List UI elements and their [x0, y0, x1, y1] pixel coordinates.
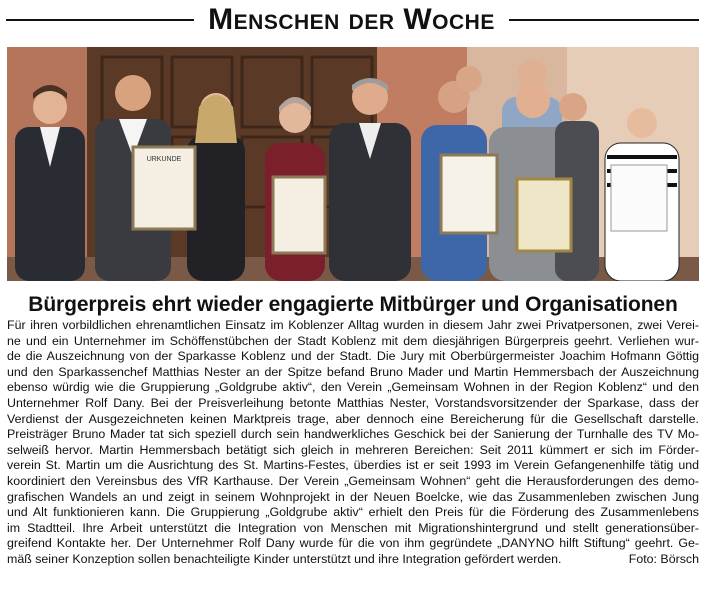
article-line: Unternehmer Rolf Dany. Bei der Preisverleihung betonte Matthias Nester, Vorstandsvorsitzender der Sparkase, dass der — [7, 395, 699, 410]
article-line: Preisträger Bruno Mader tat sich speziell durch sein handwerkliches Geschick bei der Sanierung der Turnhalle des TV Mo- — [7, 427, 699, 442]
group-photo — [7, 47, 699, 281]
article-last-line: mäß seiner Konzeption sollen benachteiligte Kinder unterstützt und ihre Integration gefördert werden. — [7, 551, 562, 566]
article-body — [7, 318, 699, 568]
article-last-line-row — [7, 552, 699, 568]
article-line: de die Auszeichnung von der Sparkasse Koblenz und der Stadt. Die Jury mit Oberbürgermeister Joachim Hofmann Göttig — [7, 349, 699, 364]
header-rule-left — [6, 19, 194, 21]
article-line: im Stadtteil. Ihre Arbeit unterstützt die Integration von Menschen mit Migrationshintergrund und stellt generationsüber- — [7, 520, 699, 535]
article-line: und den Sparkassenchef Matthias Nester an der Spitze befand Bruno Mader und Martin Hemmersbach der Auszeichnung — [7, 364, 699, 379]
article-line: greifend Kontakte her. Der Unternehmer Rolf Dany wurde für die von ihm gegründete „DANYNO hilft Stiftung“ geehrt. Ge- — [7, 536, 699, 551]
article-line: ne und ein Unternehmer im Schöffenstübchen der Stadt Koblenz mit dem diesjährigen Bürgerpreis geehrt. Verliehen wur- — [7, 333, 699, 348]
article-line: Für ihren vorbildlichen ehrenamtlichen Einsatz im Koblenzer Alltag wurden in diesem Jahr zwei Privatpersonen, zwei Verei- — [7, 318, 699, 332]
certificate-label: URKUNDE — [146, 156, 182, 163]
photo-credit: Foto: Börsch — [628, 551, 699, 566]
article-line: grafischen Wandels an und zeigt in seinem Wohnprojekt in der Neuen Boelcke, wie das Zusammenleben zwischen Jung — [7, 489, 699, 504]
article-line: koordiniert den Vereinsbus des VfR Karthause. Der Verein „Gemeinsam Wohnen“ geht die Herausforderungen des demo- — [7, 473, 699, 488]
section-header — [0, 0, 705, 40]
article-line: verein St. Martin um die Ausrichtung des St. Martins-Festes, überdies ist er seit 1993 im Verein Gefangenenhilfe tätig und — [7, 458, 699, 473]
group-photo-illustration — [7, 47, 699, 281]
article-line: und Alt funktionieren kann. Die Gruppierung „Goldgrube aktiv“ erhielt den Preis für die Förderung des Zusammenlebens — [7, 505, 699, 520]
header-rule-right — [509, 19, 699, 21]
article-headline: Bürgerpreis ehrt wieder engagierte Mitbürger und Organisationen — [28, 293, 678, 316]
article-line: Verdienst der Ausgezeichneten keinen Marktpreis trage, aber dennoch eine Bereicherung für die Gesellschaft darstelle. — [7, 411, 699, 426]
article-line: selweiß hervor. Martin Hemmersbach betätigt sich gleich in mehreren Bereichen: Seit 2011 kümmert er sich im Förder- — [7, 442, 699, 457]
article-line: ebenso würdig wie die Gruppierung „Goldgrube aktiv“, den Verein „Gemeinsam Wohnen in der Region Koblenz“ und den — [7, 380, 699, 395]
section-title: Menschen der Woche — [208, 3, 495, 36]
